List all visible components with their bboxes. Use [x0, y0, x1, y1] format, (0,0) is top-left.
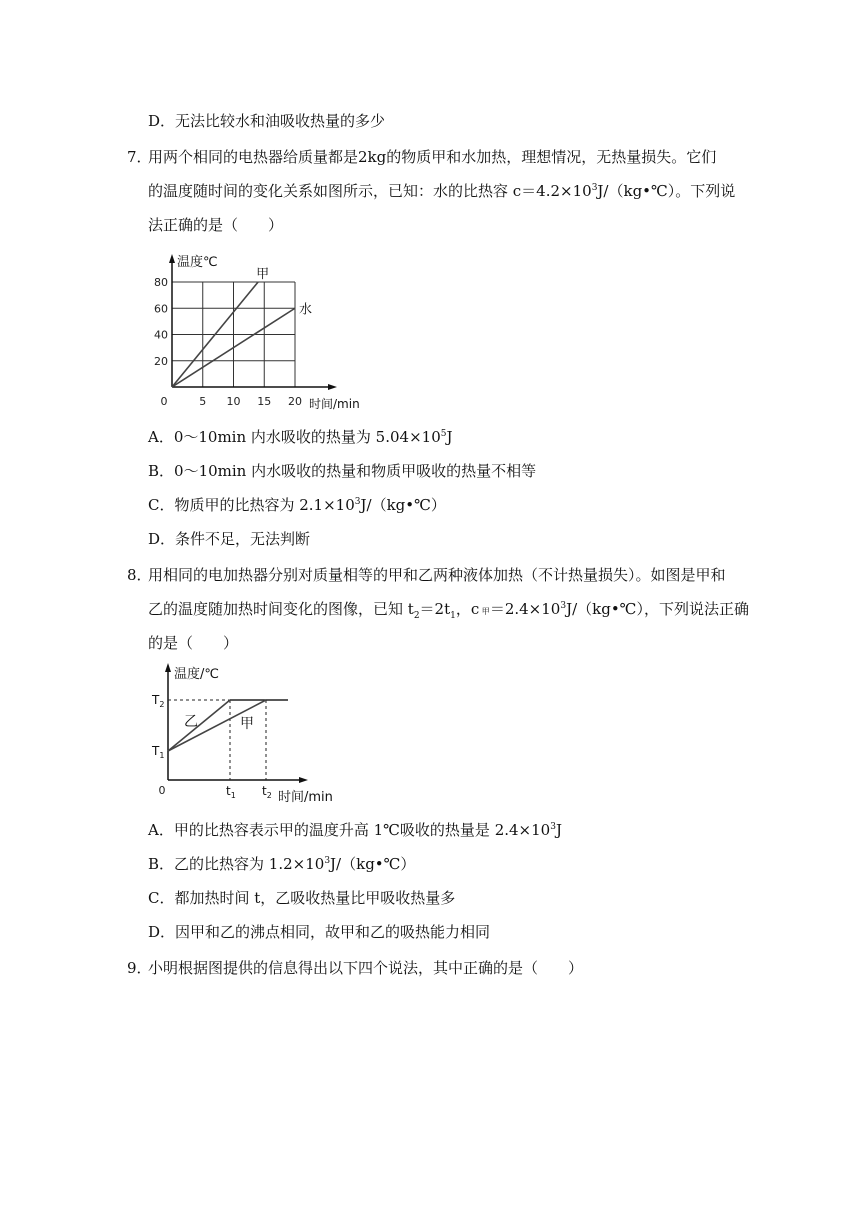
chart2-series-label-0: 乙 [184, 714, 198, 730]
chart1-origin-label: 0 [160, 395, 168, 408]
chart2-series-line-0 [168, 700, 230, 751]
q8-option-b: B．乙的比热容为 $1.2\times 10^3J/(kg•℃)$ [148, 855, 416, 873]
chart1-axes [169, 254, 337, 390]
q8-temperature-chart [148, 660, 348, 810]
q9-stem-line1: 小明根据图提供的信息得出以下四个说法，其中正确的是（ ） [148, 959, 584, 977]
chart2-x-tick-label-t2: $t_2$ [262, 784, 272, 800]
chart2-x-axis-label: 时间/min [278, 790, 333, 805]
chart1-y-tick-label-1: 40 [154, 328, 168, 342]
chart1-x-tick-label-3: 20 [288, 395, 302, 408]
chart2-y-axis-label: 温度/℃ [174, 667, 219, 682]
q7-option-d: D．条件不足，无法判断 [148, 530, 311, 548]
q8-number: 8． [127, 566, 152, 584]
chart2-series-label-1: 甲 [240, 716, 254, 732]
chart2-y-tick-label-t2: $T_2$ [152, 693, 165, 709]
chart1-series-label-1: 水 [299, 302, 313, 318]
chart1-x-tick-label-0: 5 [199, 395, 207, 408]
q8-stem-line3: 的是（ ） [148, 634, 239, 652]
chart2-y-arrow [165, 663, 171, 672]
q7-option-a: A．0～10min 内水吸收的热量为 $5.04\times 10^5J$ [148, 428, 453, 446]
chart1-y-tick-label-3: 80 [154, 276, 168, 289]
chart2-x-arrow [299, 777, 308, 783]
q7-option-c: C．物质甲的比热容为 $2.1\times 10^3J/(kg•℃)$ [148, 496, 446, 514]
prev-option-d: D．无法比较水和油吸收热量的多少 [148, 112, 386, 130]
chart1-y-axis-label: 温度℃ [177, 255, 218, 270]
q8-option-a: A．甲的比热容表示甲的温度升高 1℃吸收的热量是 $2.4\times 10^3J$ [148, 821, 562, 839]
q7-stem-line1: 用两个相同的电热器给质量都是2kg的物质甲和水加热，理想情况，无热量损失。它们 [148, 148, 717, 166]
q7-stem-line2: 的温度随时间的变化关系如图所示，已知：水的比热容 $c=4.2\times 10^3J/(kg•℃)$。下列说 [148, 182, 736, 200]
chart1-grid [172, 282, 295, 387]
chart2-labels [151, 666, 333, 805]
q8-stem-line2: 乙的温度随加热时间变化的图像，已知 $t_2=2t_1$，c 甲$=2.4\times 10^3J/(kg•℃)$，下列说法正确 [148, 600, 749, 621]
chart1-series-label-0: 甲 [256, 267, 270, 282]
q8-stem-line1: 用相同的电加热器分别对质量相等的甲和乙两种液体加热（不计热量损失）。如图是甲和 [148, 566, 726, 584]
q7-temperature-chart [140, 245, 380, 415]
chart1-x-tick-label-2: 15 [257, 395, 272, 408]
q7-stem-line3: 法正确的是（ ） [148, 216, 284, 234]
chart1-x-tick-label-1: 10 [226, 395, 241, 408]
chart1-y-tick-label-2: 60 [154, 302, 168, 316]
q7-number: 7． [127, 148, 152, 166]
q9-number: 9． [127, 959, 152, 977]
chart2-x-tick-label-t1: $t_1$ [226, 784, 236, 800]
q8-option-d: D．因甲和乙的沸点相同，故甲和乙的吸热能力相同 [148, 923, 491, 941]
chart1-x-axis-label: 时间/min [309, 397, 360, 411]
q8-option-c: C．都加热时间 t，乙吸收热量比甲吸收热量多 [148, 889, 456, 907]
chart1-x-arrow [328, 384, 337, 390]
chart1-y-arrow [169, 254, 175, 263]
chart2-origin-label: 0 [158, 784, 166, 797]
chart2-y-tick-label-t1: $T_1$ [152, 744, 165, 760]
q7-option-b: B．0～10min 内水吸收的热量和物质甲吸收的热量不相等 [148, 462, 537, 480]
chart1-y-tick-label-0: 20 [154, 354, 168, 368]
